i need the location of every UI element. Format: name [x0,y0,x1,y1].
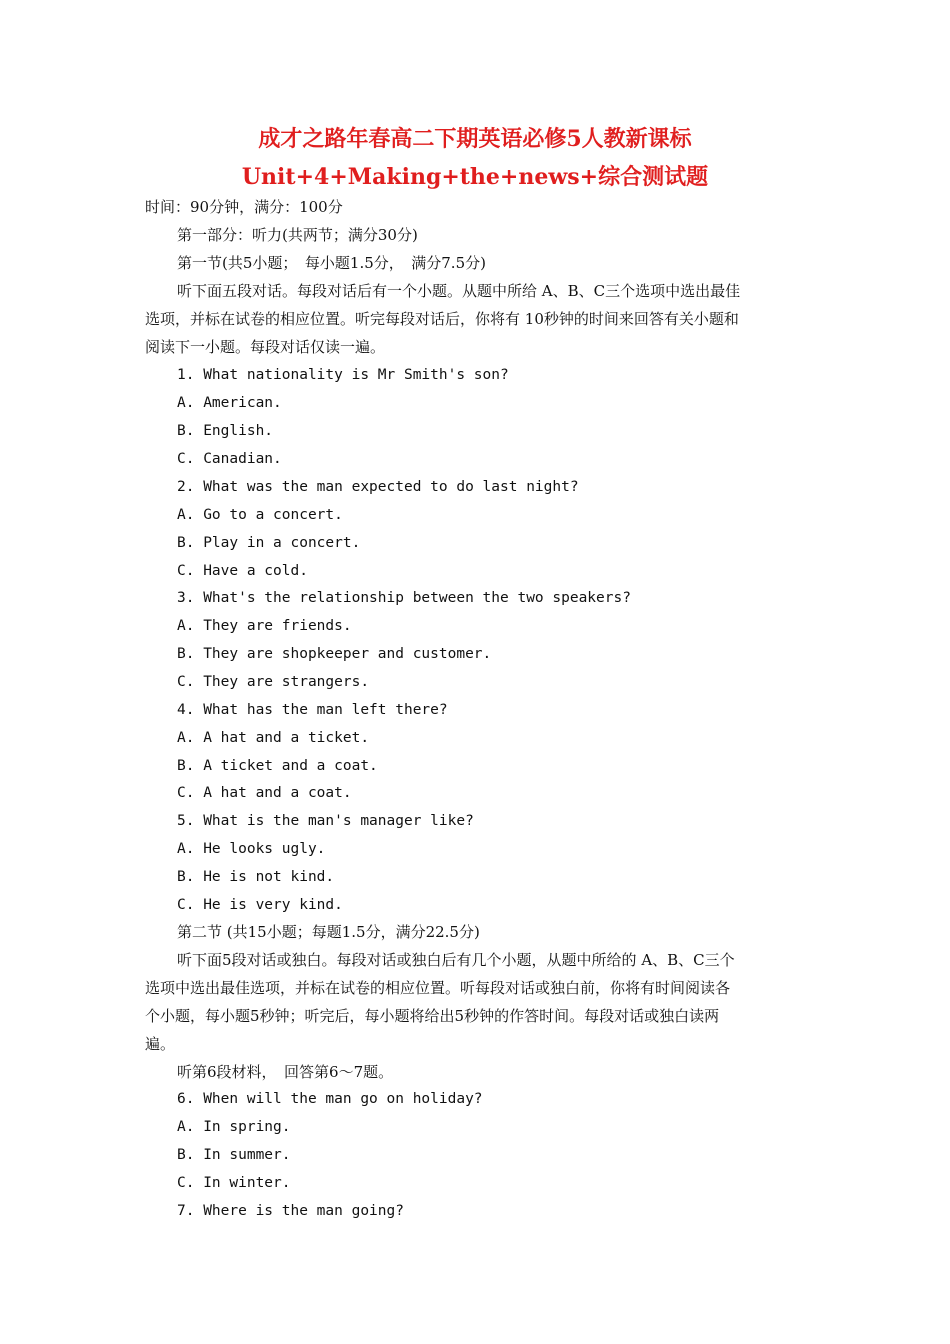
instructions-2-line: 个小题，每小题5秒钟；听完后，每小题将给出5秒钟的作答时间。每段对话或独白读两 [145,1007,720,1025]
answer-option: B. English. [177,423,274,439]
instructions-1-line: 听下面五段对话。每段对话后有一个小题。从题中所给 A、B、C三个选项中选出最佳 [177,282,741,300]
question-text: 4. What has the man left there? [177,702,448,718]
question-text: 2. What was the man expected to do last night? [177,479,579,495]
section-one-heading: 第一节(共5小题； 每小题1.5分， 满分7.5分) [177,254,486,272]
answer-option: A. American. [177,395,282,411]
instructions-1-line: 选项，并标在试卷的相应位置。听完每段对话后，你将有 10秒钟的时间来回答有关小题和 [145,310,739,328]
question-text: 5. What is the man's manager like? [177,813,474,829]
document-title-line-2: Unit+4+Making+the+news+综合测试题 [241,164,709,190]
answer-option: A. They are friends. [177,618,352,634]
answer-option: A. A hat and a ticket. [177,730,370,746]
question-text: 6. When will the man go on holiday? [177,1091,483,1107]
time-score-info: 时间：90分钟，满分：100分 [145,198,343,216]
answer-option: C. They are strangers. [177,674,370,690]
answer-option: C. Canadian. [177,451,282,467]
part-one-heading: 第一部分：听力(共两节；满分30分) [177,226,418,244]
question-text: 1. What nationality is Mr Smith's son? [177,367,509,383]
instructions-2-line: 选项中选出最佳选项，并标在试卷的相应位置。听每段对话或独白前，你将有时间阅读各 [145,979,731,997]
instructions-1-line: 阅读下一小题。每段对话仅读一遍。 [145,338,386,356]
answer-option: C. In winter. [177,1175,291,1191]
answer-option: C. He is very kind. [177,897,343,913]
document-title-line-1: 成才之路年春高二下期英语必修5人教新课标 [258,126,692,152]
answer-option: B. Play in a concert. [177,535,361,551]
answer-option: B. In summer. [177,1147,291,1163]
section-two-heading: 第二节 (共15小题；每题1.5分，满分22.5分) [177,923,480,941]
instructions-2-line: 听下面5段对话或独白。每段对话或独白后有几个小题，从题中所给的 A、B、C三个 [177,951,735,969]
answer-option: C. Have a cold. [177,563,308,579]
answer-option: B. They are shopkeeper and customer. [177,646,492,662]
instructions-2-line: 遍。 [145,1035,176,1053]
answer-option: B. A ticket and a coat. [177,758,378,774]
question-text: 3. What's the relationship between the two speakers? [177,590,631,606]
material-6-heading: 听第6段材料， 回答第6～7题。 [177,1063,394,1081]
answer-option: B. He is not kind. [177,869,335,885]
answer-option: A. He looks ugly. [177,841,326,857]
answer-option: C. A hat and a coat. [177,785,352,801]
answer-option: A. Go to a concert. [177,507,343,523]
question-text: 7. Where is the man going? [177,1203,404,1219]
answer-option: A. In spring. [177,1119,291,1135]
